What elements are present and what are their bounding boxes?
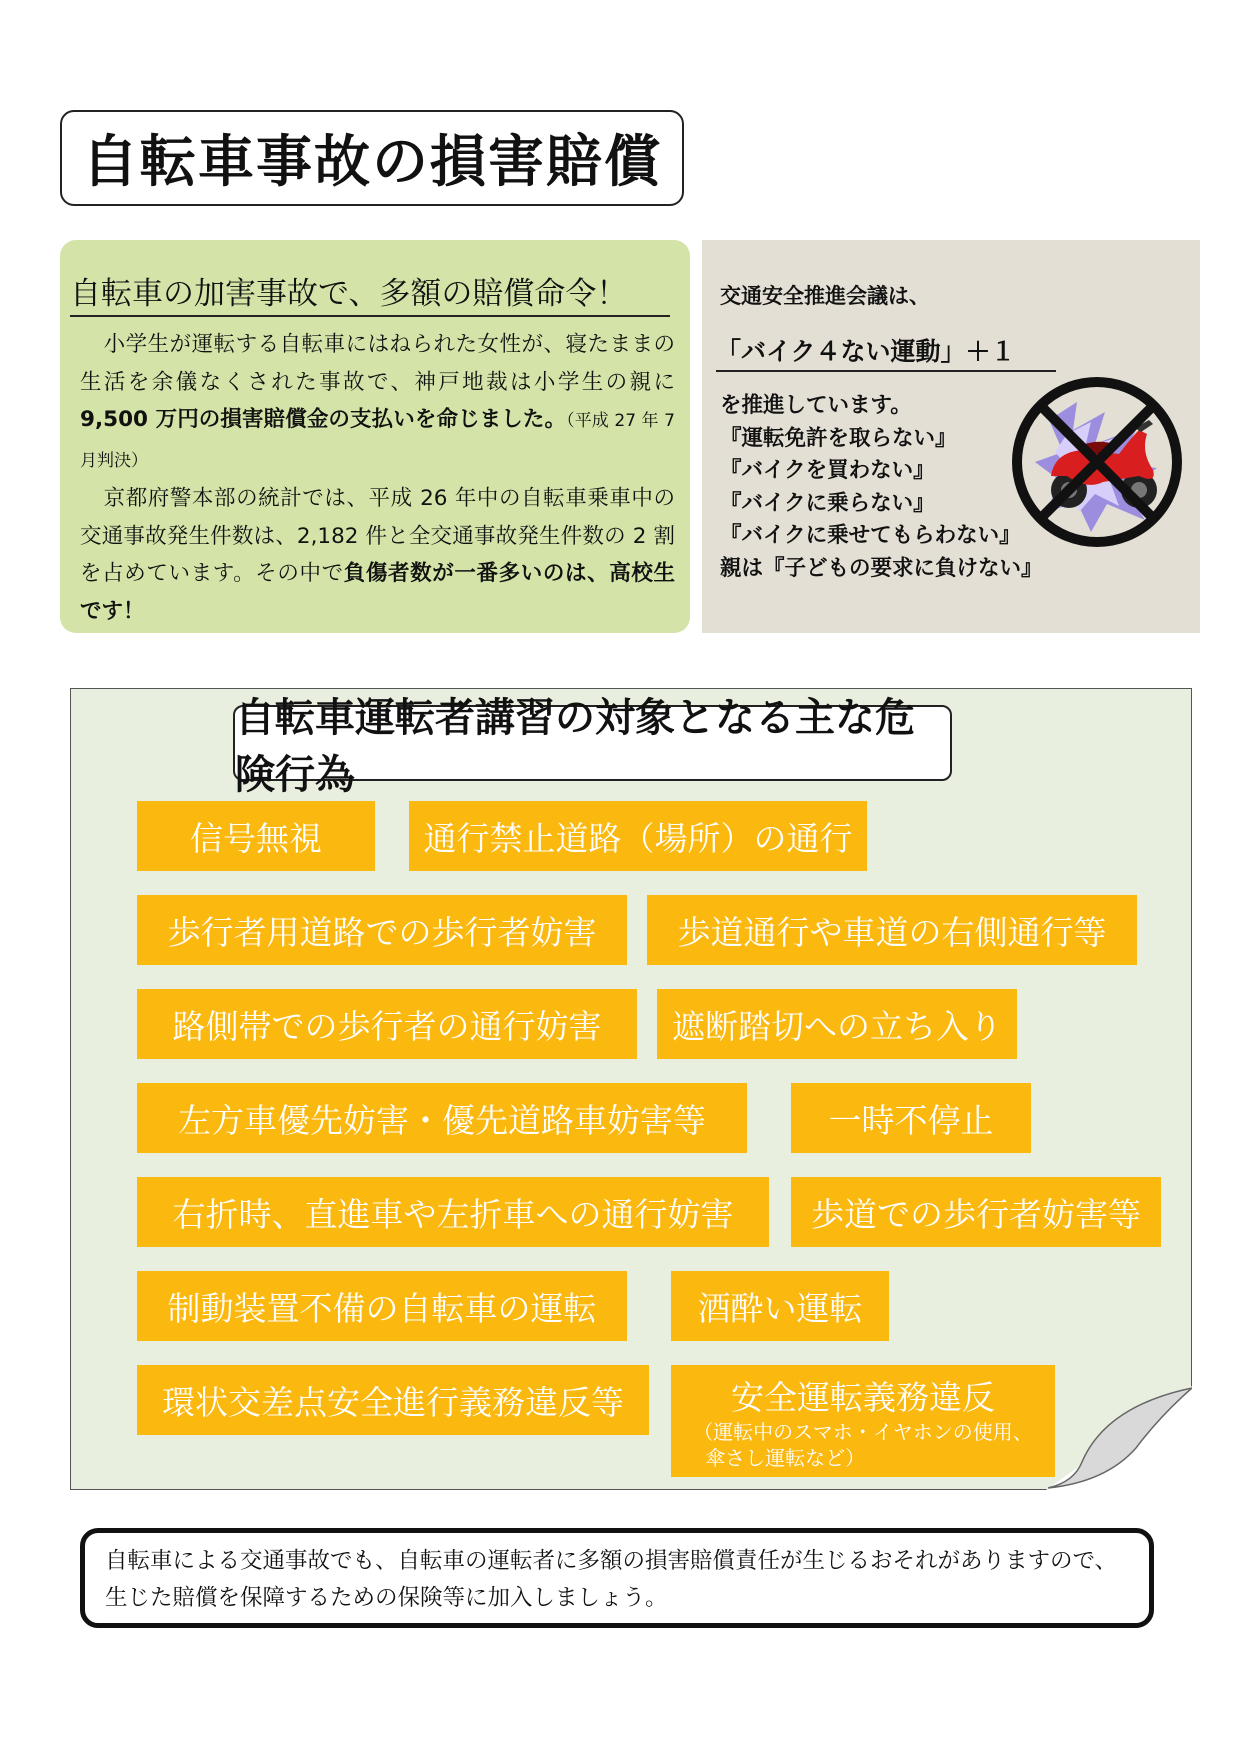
page-title-box bbox=[60, 110, 684, 206]
act-item: 制動装置不備の自転車の運転 bbox=[137, 1271, 627, 1341]
dangerous-acts-panel bbox=[70, 688, 1192, 1490]
act-item: 一時不停止 bbox=[791, 1083, 1031, 1153]
article-p1-text: 小学生が運転する自転車にはねられた女性が、寝たままの生活を余儀なくされた事故で、神戸地裁は小学生の親に bbox=[80, 332, 675, 395]
act-item: 酒酔い運転 bbox=[671, 1271, 889, 1341]
act-item-sub bbox=[693, 1419, 1033, 1471]
act-item: 右折時、直進車や左折車への通行妨害 bbox=[137, 1177, 769, 1247]
article-paragraph-2 bbox=[80, 480, 675, 630]
no-motorbike-icon bbox=[1007, 372, 1187, 552]
campaign-item: 親は『子どもの要求に負けない』 bbox=[720, 555, 1043, 581]
act-item: 歩道通行や車道の右側通行等 bbox=[647, 895, 1137, 965]
article-p1-note: （平成 27 年 7 月判決） bbox=[80, 411, 675, 471]
campaign-lead: 交通安全推進会議は、 bbox=[720, 284, 930, 308]
page-curl-decoration bbox=[1046, 1386, 1192, 1490]
article-paragraph-1 bbox=[80, 326, 675, 480]
campaign-item: 『バイクに乗らない』 bbox=[720, 490, 935, 516]
insurance-note-text: 自転車による交通事故でも、自転車の運転者に多額の損害賠償責任が生じるおそれがありますので、生じた賠償を保障するための保険等に加入しましょう。 bbox=[105, 1548, 1118, 1611]
article-p2-text: 京都府警本部の統計では、平成 26 年中の自転車乗車中の交通事故発生件数は、2,182 件と全交通事故発生件数の 2 割を占めています。その中で bbox=[80, 486, 675, 586]
act-item: 遮断踏切への立ち入り bbox=[657, 989, 1017, 1059]
article-p1-emphasis: 9,500 万円の損害賠償金の支払いを命じました。 bbox=[80, 407, 567, 432]
dangerous-acts-title: 自転車運転者講習の対象となる主な危険行為 bbox=[235, 695, 915, 798]
page-title: 自転車事故の損害賠償 bbox=[82, 130, 662, 195]
article-heading: 自転車の加害事故で、多額の賠償命令！ bbox=[70, 268, 670, 317]
campaign-intro: を推進しています。 bbox=[720, 393, 912, 418]
dangerous-acts-title-box bbox=[233, 695, 952, 798]
act-item: 歩行者用道路での歩行者妨害 bbox=[137, 895, 627, 965]
act-item-sub-line: 傘さし運転など） bbox=[705, 1445, 866, 1470]
campaign-list bbox=[720, 390, 1043, 585]
act-item: 通行禁止道路（場所）の通行 bbox=[409, 801, 867, 871]
act-item: 環状交差点安全進行義務違反等 bbox=[137, 1365, 649, 1435]
article-body bbox=[80, 326, 675, 630]
article-panel bbox=[60, 240, 690, 633]
act-item-sub-line: （運転中のスマホ・イヤホンの使用、 bbox=[693, 1419, 1033, 1444]
act-item: 歩道での歩行者妨害等 bbox=[791, 1177, 1161, 1247]
act-item-label: 安全運転義務違反 bbox=[731, 1377, 995, 1417]
campaign-item: 『バイクを買わない』 bbox=[720, 458, 935, 483]
article-p2-emphasis: 負傷者数が一番多いのは、高校生です！ bbox=[80, 561, 675, 624]
act-item bbox=[671, 1365, 1055, 1477]
act-item: 左方車優先妨害・優先道路車妨害等 bbox=[137, 1083, 747, 1153]
act-item: 信号無視 bbox=[137, 801, 375, 871]
campaign-item: 『運転免許を取らない』 bbox=[720, 425, 957, 451]
act-item: 路側帯での歩行者の通行妨害 bbox=[137, 989, 637, 1059]
campaign-slogan: 「バイク４ない運動」＋１ bbox=[716, 332, 1056, 372]
campaign-item: 『バイクに乗せてもらわない』 bbox=[720, 523, 1021, 548]
campaign-panel bbox=[702, 240, 1200, 633]
insurance-note-box bbox=[80, 1528, 1154, 1628]
